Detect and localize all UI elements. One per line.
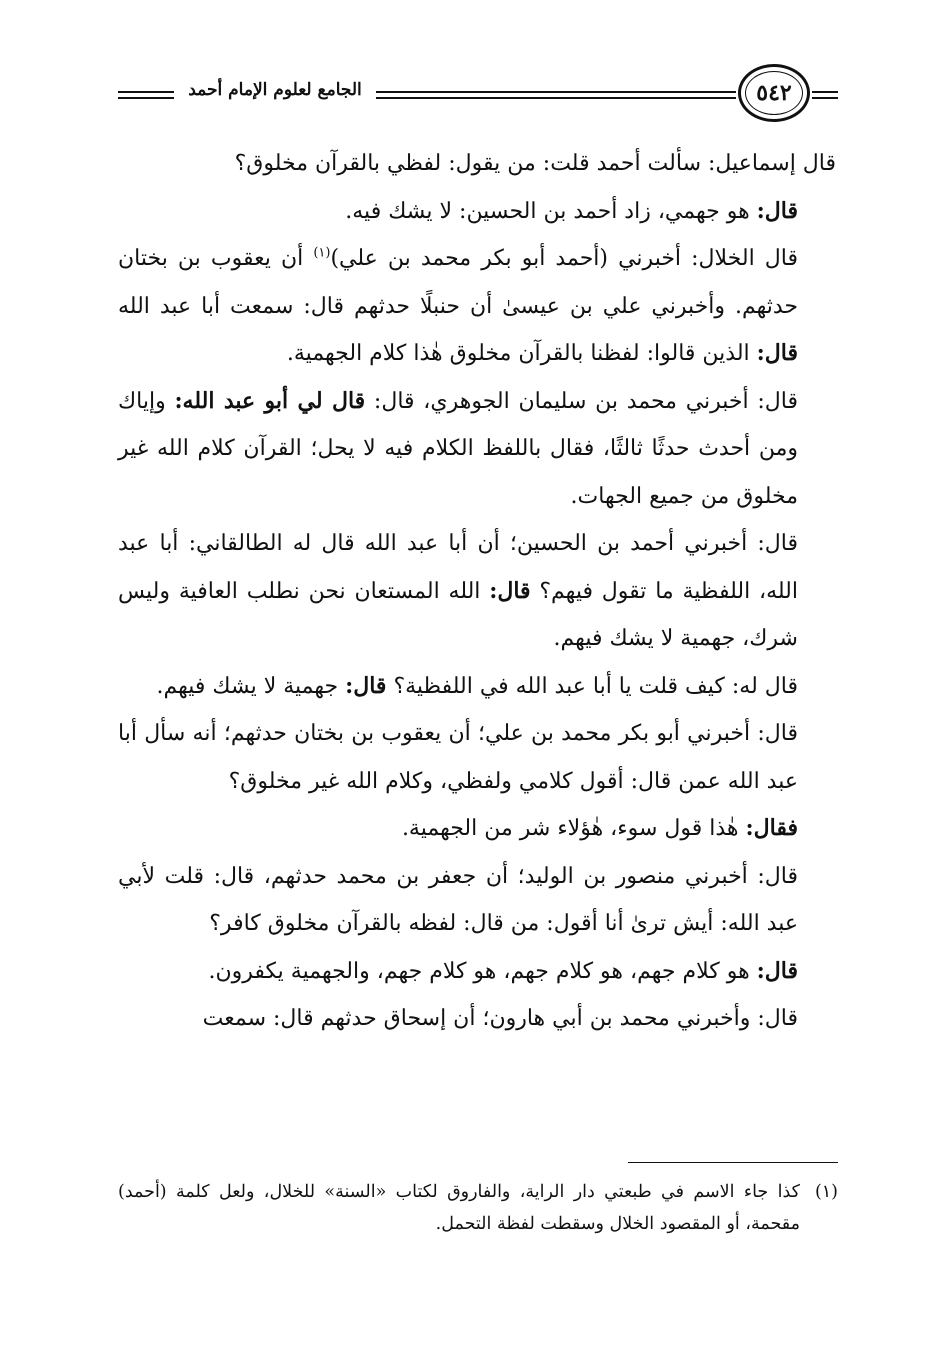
footnote-separator <box>628 1162 838 1163</box>
footnote-number: (١) <box>814 1182 838 1202</box>
page-number: ٥٤٢ <box>756 80 792 106</box>
speaker-label: قال لي أبو عبد الله: <box>174 387 366 414</box>
footnote-text: كذا جاء الاسم في طبعتي دار الراية، والفاروق لكتاب «السنة» للخلال، ولعل كلمة (أحمد) مقحمة، أو المقصود الخلال وسقطت لفظة التحمل. <box>118 1182 800 1234</box>
header-rule-middle <box>376 91 736 99</box>
footnotes <box>118 1176 838 1240</box>
paragraph-11: قال: وأخبرني محمد بن أبي هارون؛ أن إسحاق حدثهم قال: سمعت <box>202 1006 798 1031</box>
footnote-reference[interactable]: (١) <box>313 245 331 261</box>
paragraph-7: قال: أخبرني أبو بكر محمد بن علي؛ أن يعقوب بن بختان حدثهم؛ أنه سأل أبا عبد الله عمن قال: أقول كلامي ولفظي، وكلام الله غير مخلوق؟ <box>118 721 798 794</box>
speaker-label: قال: <box>756 340 798 366</box>
speaker-label: قال: <box>756 957 798 984</box>
paragraph-8: فقال: هٰذا قول سوء، هٰؤلاء شر من الجهمية. <box>401 815 798 841</box>
speaker-label: قال: <box>345 672 387 699</box>
main-text <box>118 140 836 1043</box>
paragraph-1: قال إسماعيل: سألت أحمد قلت: من يقول: لفظي بالقرآن مخلوق؟ <box>234 151 836 176</box>
footnote-1 <box>118 1176 838 1240</box>
page-header <box>118 60 838 130</box>
header-rule-right <box>812 91 838 99</box>
paragraph-2: قال: هو جهمي، زاد أحمد بن الحسين: لا يشك فيه. <box>345 197 798 224</box>
speaker-label: فقال: <box>745 815 798 841</box>
header-rule-left <box>118 91 174 99</box>
page-number-ornament <box>738 64 810 122</box>
paragraph-5: قال: أخبرني أحمد بن الحسين؛ أن أبا عبد الله قال له الطالقاني: أبا عبد الله، اللفظية ما تقول فيهم؟ قال: الله المستعان نحن نطلب العافية وليس شرك، جهمية لا يشك فيهم. <box>118 531 798 651</box>
paragraph-9: قال: أخبرني منصور بن الوليد؛ أن جعفر بن محمد حدثهم، قال: قلت لأبي عبد الله: أيش ترىٰ أنا أقول: من قال: لفظه بالقرآن مخلوق كافر؟ <box>118 863 798 936</box>
paragraph-10: قال: هو كلام جهم، هو كلام جهم، هو كلام جهم، والجهمية يكفرون. <box>208 957 798 984</box>
running-title: الجامع لعلوم الإمام أحمد <box>188 80 362 100</box>
paragraph-4: قال: أخبرني محمد بن سليمان الجوهري، قال: قال لي أبو عبد الله: وإياك ومن أحدث حدثًا ثالثًا، فقال باللفظ الكلام فيه لا يحل؛ القرآن كلام الله غير مخلوق من جميع الجهات. <box>118 387 798 509</box>
paragraph-3: قال الخلال: أخبرني (أحمد أبو بكر محمد بن علي)$^{(١)}$ أن يعقوب بن بختان حدثهم. وأخبرني علي بن عيسىٰ أن حنبلًا حدثهم قال: سمعت أبا عبد الله قال: الذين قالوا: لفظنا بالقرآن مخلوق هٰذا كلام الجهمية. <box>118 245 798 366</box>
speaker-label: قال: <box>489 577 531 604</box>
speaker-label: قال: <box>756 197 798 224</box>
paragraph-6: قال له: كيف قلت يا أبا عبد الله في اللفظية؟ قال: جهمية لا يشك فيهم. <box>156 672 798 699</box>
